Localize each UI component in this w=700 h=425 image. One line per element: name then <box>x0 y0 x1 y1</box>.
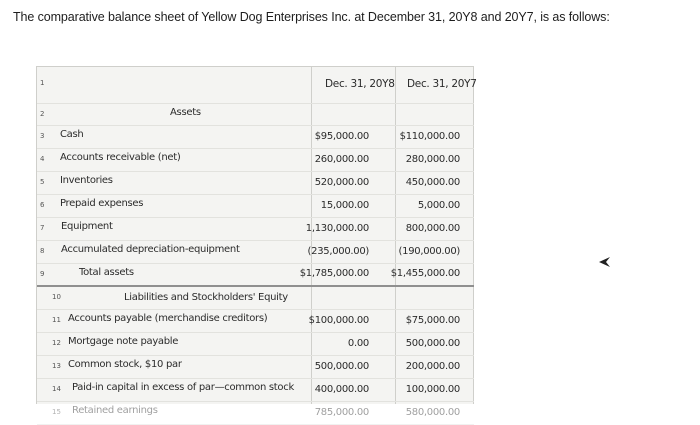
row-label: Cash <box>60 129 84 140</box>
value-y7: 500,000.00 <box>405 338 460 349</box>
value-y8: 15,000.00 <box>320 200 369 211</box>
value-y8: 500,000.00 <box>314 361 369 372</box>
table-row <box>37 126 474 149</box>
row-label: Mortgage note payable <box>68 336 179 347</box>
value-y8: 0.00 <box>347 338 369 349</box>
table-row <box>37 67 477 104</box>
value-y7: $1,455,000.00 <box>390 268 460 279</box>
column-header-y7: Dec. 31, 20Y7 <box>407 78 477 90</box>
question-title: The comparative balance sheet of Yellow Dog Enterprises Inc. at December 31, 20Y8 and 20Y7, is as follows: <box>13 10 610 24</box>
assets-section-label: Assets <box>170 107 201 118</box>
table-row <box>37 195 474 218</box>
row-number: 13 <box>52 362 61 370</box>
row-number: 7 <box>40 224 45 232</box>
value-y7: $110,000.00 <box>399 131 460 142</box>
table-row <box>37 149 474 172</box>
row-label: Accumulated depreciation-equipment <box>61 244 240 255</box>
table-row <box>37 379 474 402</box>
row-label: Total assets <box>79 267 134 278</box>
row-number: 9 <box>40 270 45 278</box>
value-y7: 280,000.00 <box>405 154 460 165</box>
row-number: 3 <box>40 132 45 140</box>
row-number: 5 <box>40 178 45 186</box>
value-y7: (190,000.00) <box>398 246 460 257</box>
row-label: Accounts receivable (net) <box>60 152 181 163</box>
value-y8: 1,130,000.00 <box>305 223 369 234</box>
value-y7: 100,000.00 <box>405 384 460 395</box>
column-header-y8: Dec. 31, 20Y8 <box>325 78 395 90</box>
row-number: 1 <box>40 79 45 87</box>
row-label: Accounts payable (merchandise creditors) <box>68 313 268 324</box>
row-number: 11 <box>52 316 61 324</box>
value-y7: 200,000.00 <box>405 361 460 372</box>
value-y7: 450,000.00 <box>405 177 460 188</box>
table-row <box>37 287 474 310</box>
row-label: Inventories <box>60 175 113 186</box>
value-y8: $95,000.00 <box>314 131 369 142</box>
row-number: 12 <box>52 339 61 347</box>
row-number: 10 <box>52 293 61 301</box>
table-row <box>37 264 474 287</box>
value-y8: 400,000.00 <box>314 384 369 395</box>
balance-sheet-table <box>36 66 477 418</box>
row-label: Common stock, $10 par <box>68 359 182 370</box>
value-y8: 260,000.00 <box>314 154 369 165</box>
table-row <box>37 356 474 379</box>
table-row <box>37 402 474 425</box>
value-y7: 5,000.00 <box>417 200 460 211</box>
value-y8: (235,000.00) <box>307 246 369 257</box>
row-number: 14 <box>52 385 61 393</box>
row-number: 15 <box>52 408 61 416</box>
row-label: Retained earnings <box>72 405 158 416</box>
value-y8: 785,000.00 <box>314 407 369 418</box>
value-y8: $1,785,000.00 <box>299 268 369 279</box>
value-y7: 580,000.00 <box>405 407 460 418</box>
row-number: 8 <box>40 247 45 255</box>
row-label: Paid-in capital in excess of par—common stock <box>72 382 294 393</box>
row-label: Prepaid expenses <box>60 198 144 209</box>
liabilities-section-label: Liabilities and Stockholders' Equity <box>124 292 288 303</box>
row-label: Equipment <box>61 221 113 232</box>
row-number: 4 <box>40 155 45 163</box>
row-number: 2 <box>40 110 45 118</box>
table-row <box>37 218 474 241</box>
value-y8: $100,000.00 <box>308 315 369 326</box>
table-row <box>37 241 474 264</box>
table-row <box>37 104 474 126</box>
table-row <box>37 333 474 356</box>
value-y7: $75,000.00 <box>405 315 460 326</box>
table-row <box>37 310 474 333</box>
table-row <box>37 172 474 195</box>
value-y7: 800,000.00 <box>405 223 460 234</box>
value-y8: 520,000.00 <box>314 177 369 188</box>
row-number: 6 <box>40 201 45 209</box>
